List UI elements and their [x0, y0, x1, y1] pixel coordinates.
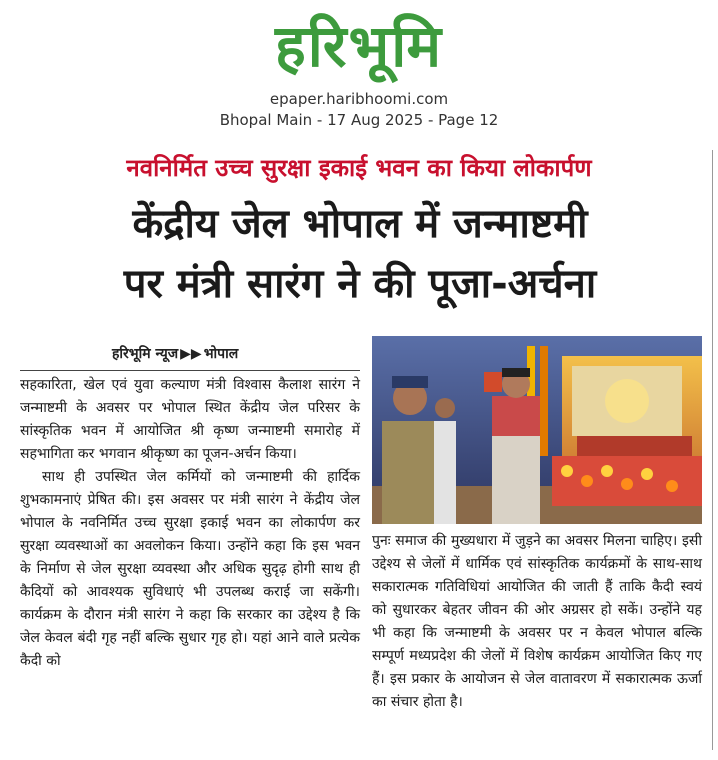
article-column-right: [372, 530, 702, 714]
photo-ceremony-illustration: [372, 336, 702, 524]
article-kicker: नवनिर्मित उच्च सुरक्षा इकाई भवन का किया लोकार्पण: [126, 154, 592, 182]
byline: [112, 344, 238, 363]
site-url[interactable]: epaper.haribhoomi.com: [269, 90, 449, 108]
article-headline: [20, 194, 700, 314]
article-column-left: [20, 374, 360, 673]
byline-city: भोपाल: [203, 346, 239, 362]
headline-line-1: केंद्रीय जेल भोपाल में जन्माष्टमी: [132, 201, 588, 247]
byline-arrows-icon: ▶▶: [180, 346, 202, 362]
newspaper-logo: हरिभूमि: [274, 12, 444, 80]
article-paragraph-2: साथ ही उपस्थित जेल कर्मियों को जन्माष्टमी की हार्दिक शुभकामनाएं प्रेषित की। इस अवसर पर मंत्री सारंग ने केंद्रीय जेल भोपाल के नवनिर्मित उच्च सुरक्षा इकाई भवन का लोकार्पण कर सुरक्षा व्यवस्थाओं का अवलोकन किया। उन्होंने कहा कि इस भवन के निर्माण से जेल सुरक्षा व्यवस्था और अधिक सुदृढ़ होगी साथ ही कैदियों को आवश्यक सुविधाएं भी उपलब्ध कराई जा सकेंगी। कार्यक्रम के दौरान मंत्री सारंग ने कहा कि सरकार का उद्देश्य है कि जेल केवल बंदी गृह नहीं बल्कि सुधार गृह हो। यहां आने वाले प्रत्येक कैदी को: [20, 469, 360, 669]
article-paragraph-1: सहकारिता, खेल एवं युवा कल्याण मंत्री विश्वास कैलाश सारंग ने जन्माष्टमी के अवसर पर भोपाल स्थित केंद्रीय जेल परिसर के सांस्कृतिक भवन में आयोजित श्री कृष्ण जन्माष्टमी समारोह में सहभागिता कर भगवान श्रीकृष्ण का पूजन-अर्चन किया।: [20, 377, 360, 462]
article-paragraph-3: पुनः समाज की मुख्यधारा में जुड़ने का अवसर मिलना चाहिए। इसी उद्देश्य से जेलों में धार्मिक एवं सांस्कृतिक कार्यक्रमों के साथ-साथ सकारात्मक गतिविधियां आयोजित की जाती हैं ताकि कैदी स्वयं को सुधारकर बेहतर जीवन की ओर अग्रसर हो सकें। उन्होंने यह भी कहा कि जन्माष्टमी के अवसर पर न केवल भोपाल बल्कि सम्पूर्ण मध्यप्रदेश की जेलों में विशेष कार्यक्रम आयोजित किए गए हैं। इस प्रकार के आयोजन से जेल वातावरण में सकारात्मक ऊर्जा का संचार होता है।: [372, 533, 702, 710]
article-photo: [372, 336, 702, 524]
edition-line: Bhopal Main - 17 Aug 2025 - Page 12: [219, 111, 499, 129]
byline-source: हरिभूमि न्यूज: [112, 346, 179, 362]
headline-line-2: पर मंत्री सारंग ने की पूजा-अर्चना: [123, 261, 597, 307]
byline-rule: [20, 370, 360, 371]
column-divider: [712, 150, 713, 750]
